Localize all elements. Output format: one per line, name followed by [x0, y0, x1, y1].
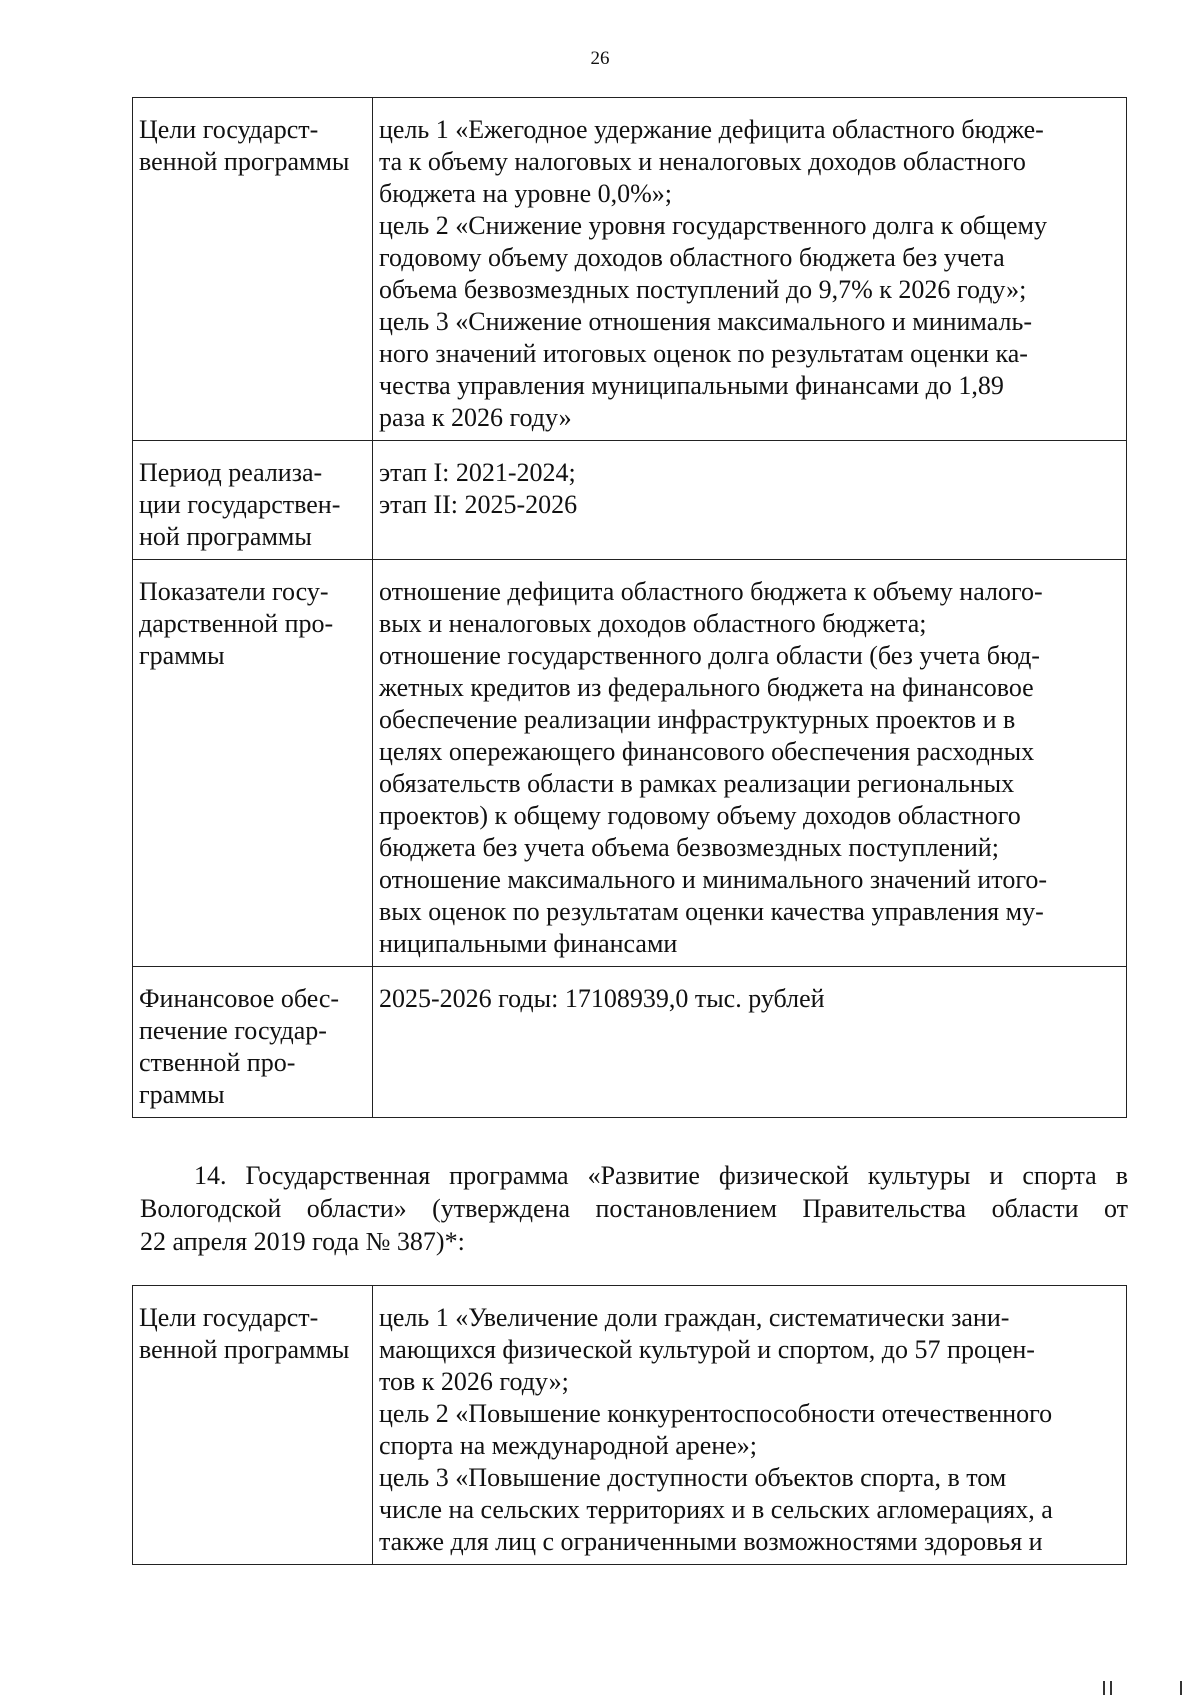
paragraph-line: Вологодской области» (утверждена постановлением Правительства области от [140, 1194, 1128, 1223]
scan-artifact-mark [1103, 1681, 1105, 1695]
scan-artifact-mark [1180, 1681, 1182, 1695]
value-line: спорта на международной арене»; [379, 1431, 757, 1460]
row-label [133, 560, 373, 967]
value-line: чества управления муниципальными финансами до 1,89 [379, 371, 1004, 400]
row-value [373, 98, 1127, 441]
table-row [133, 441, 1127, 560]
value-line: цель 1 «Увеличение доли граждан, систематически зани- [379, 1303, 1010, 1332]
label-line: Цели государст- [139, 1303, 319, 1332]
label-line: Показатели госу- [139, 577, 329, 606]
label-line: граммы [139, 641, 225, 670]
value-line: числе на сельских территориях и в сельских агломерациях, а [379, 1495, 1053, 1524]
value-line: вых и неналоговых доходов областного бюджета; [379, 609, 927, 638]
row-value [373, 560, 1127, 967]
value-line: 2025-2026 годы: 17108939,0 тыс. рублей [379, 984, 825, 1013]
value-line: годовому объему доходов областного бюджета без учета [379, 243, 1005, 272]
label-line: Финансовое обес- [139, 984, 340, 1013]
value-line: отношение максимального и минимального значений итого- [379, 865, 1047, 894]
value-line: мающихся физической культурой и спортом, до 57 процен- [379, 1335, 1035, 1364]
table-row [133, 98, 1127, 441]
table-row [133, 560, 1127, 967]
value-line: цель 2 «Повышение конкурентоспособности отечественного [379, 1399, 1053, 1428]
row-label [133, 441, 373, 560]
program-passport-table-2 [132, 1285, 1127, 1565]
program-passport-table [132, 97, 1127, 1118]
label-line: граммы [139, 1080, 225, 1109]
value-line: та к объему налоговых и неналоговых доходов областного [379, 147, 1026, 176]
value-line: цель 3 «Повышение доступности объектов спорта, в том [379, 1463, 1007, 1492]
value-line: вых оценок по результатам оценки качества управления му- [379, 897, 1044, 926]
program-heading-paragraph [140, 1159, 1128, 1258]
value-line: ного значений итоговых оценок по результатам оценки ка- [379, 339, 1028, 368]
label-line: Период реализа- [139, 458, 323, 487]
value-line: бюджета без учета объема безвозмездных поступлений; [379, 833, 999, 862]
table-row [133, 1286, 1127, 1565]
label-line: венной программы [139, 147, 350, 176]
value-line: обязательств области в рамках реализации региональных [379, 769, 1015, 798]
label-line: венной программы [139, 1335, 350, 1364]
table-row [133, 967, 1127, 1118]
paragraph-line: 22 апреля 2019 года № 387)*: [140, 1227, 465, 1256]
value-line: обеспечение реализации инфраструктурных проектов и в [379, 705, 1016, 734]
value-line: также для лиц с ограниченными возможностями здоровья и [379, 1527, 1043, 1556]
label-line: печение государ- [139, 1016, 327, 1045]
label-line: ции государствен- [139, 490, 341, 519]
scan-artifact-mark [1110, 1681, 1112, 1695]
value-line: этап I: 2021-2024; [379, 458, 576, 487]
value-line: объема безвозмездных поступлений до 9,7% к 2026 году»; [379, 275, 1027, 304]
row-value [373, 967, 1127, 1118]
value-line: раза к 2026 году» [379, 403, 572, 432]
value-line: этап II: 2025-2026 [379, 490, 578, 519]
value-line: отношение государственного долга области (без учета бюд- [379, 641, 1040, 670]
value-line: цель 2 «Снижение уровня государственного долга к общему [379, 211, 1047, 240]
value-line: тов к 2026 году»; [379, 1367, 569, 1396]
page-number: 26 [590, 48, 610, 69]
row-value [373, 441, 1127, 560]
row-label [133, 1286, 373, 1565]
value-line: целях опережающего финансового обеспечения расходных [379, 737, 1035, 766]
label-line: ной программы [139, 522, 312, 551]
value-line: жетных кредитов из федерального бюджета на финансовое [379, 673, 1034, 702]
row-label [133, 98, 373, 441]
label-line: Цели государст- [139, 115, 319, 144]
label-line: дарственной про- [139, 609, 334, 638]
label-line: ственной про- [139, 1048, 296, 1077]
value-line: проектов) к общему годовому объему доходов областного [379, 801, 1021, 830]
value-line: бюджета на уровне 0,0%»; [379, 179, 673, 208]
value-line: цель 1 «Ежегодное удержание дефицита областного бюдже- [379, 115, 1044, 144]
row-value [373, 1286, 1127, 1565]
value-line: ниципальными финансами [379, 929, 678, 958]
row-label [133, 967, 373, 1118]
paragraph-line: 14. Государственная программа «Развитие физической культуры и спорта в [194, 1161, 1128, 1190]
value-line: отношение дефицита областного бюджета к объему налого- [379, 577, 1043, 606]
value-line: цель 3 «Снижение отношения максимального и минималь- [379, 307, 1032, 336]
